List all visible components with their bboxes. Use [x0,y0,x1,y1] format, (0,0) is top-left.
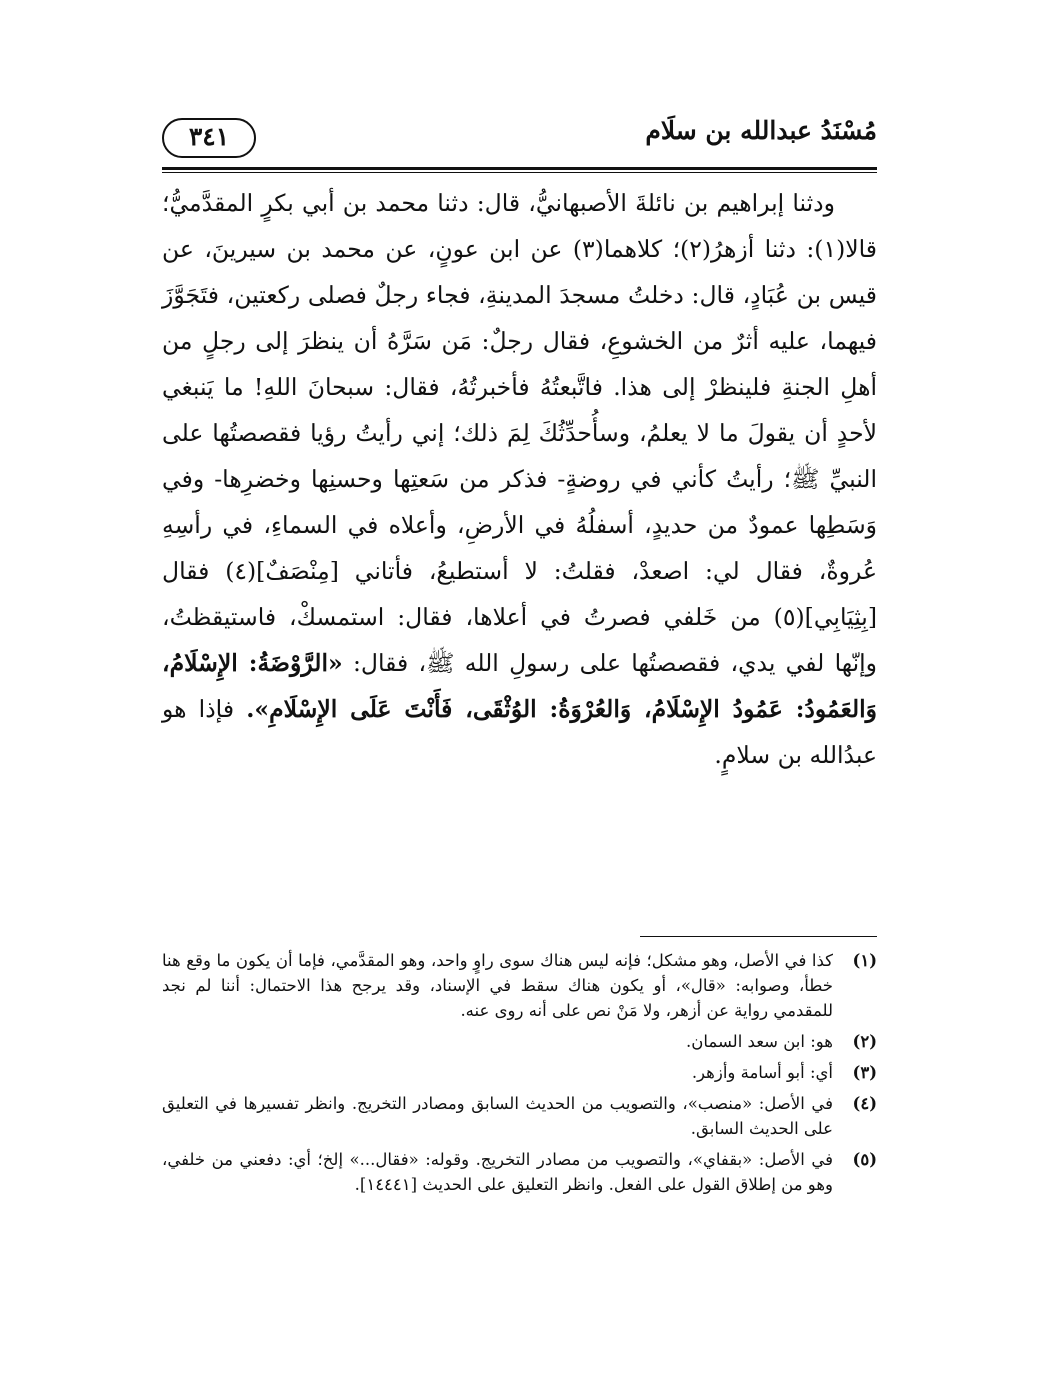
page-number: ٣٤١ [162,118,256,158]
footnote-number: (١) [852,951,877,970]
header-rule [162,167,877,173]
footnote-text: في الأصل: «بقفاي»، والتصويب من مصادر التخريج. وقوله: «فقال...» إلخ؛ أي: دفعني من خلفي، وهو من إطلاق القول على الفعل. وانظر التعليق على الحديث [١٤٤٤١]. [162,1150,833,1194]
footnote-5 [162,1147,877,1197]
footnote-2 [162,1029,877,1054]
page-header [162,108,877,168]
hadith-quote: «الرَّوْضَةُ: الإِسْلَامُ، وَالعَمُودُ: عَمُودُ الإِسْلَامُ، وَالعُرْوَةُ: الوُثْقَى، فَأَنْتَ عَلَى الإِسْلَامِ». [162,649,877,723]
footnote-text: أي: أبو أسامة وأزهر. [691,1063,833,1082]
running-title: مُسْنَدُ عبدالله بن سلَام [645,116,877,145]
footnote-4 [162,1091,877,1141]
footnote-text: كذا في الأصل، وهو مشكل؛ فإنه ليس هناك سوى راوٍ واحد، وهو المقدَّمي، فإما أن يكون ما وقع هنا خطأ، وصوابه: «قال»، أو يكون هناك سقط في الإسناد، وقد يرجح هذا الاحتمال: أننا لم نجد للمقدمي رواية عن أزهر، ولا مَنْ نص على أنه روى عنه. [162,951,833,1020]
footnote-number: (٥) [852,1150,877,1169]
closing-sentence: فإذا هو عبدُالله بن سلامٍ. [162,695,877,769]
footnote-text: في الأصل: «منصب»، والتصويب من الحديث السابق ومصادر التخريج. وانظر تفسيرها في التعليق على الحديث السابق. [162,1094,833,1138]
main-text [162,180,877,778]
footnote-number: (٤) [852,1094,877,1113]
hadith-narration: ودثنا إبراهيم بن نائلةَ الأصبهانيُّ، قال: دثنا محمد بن أبي بكرٍ المقدَّميُّ؛ قالا(١): دثنا أزهرُ(٢)؛ كلاهما(٣) عن ابن عونٍ، عن محمد بن سيرينَ، عن قيس بن عُبَادٍ، قال: دخلتُ مسجدَ المدينةِ، فجاء رجلٌ فصلى ركعتين، فتَجَوَّزَ فيهما، عليه أثرٌ من الخشوعِ، فقال رجلٌ: مَن سَرَّهُ أن ينظرَ إلى رجلٍ من أهلِ الجنةِ فلينظرْ إلى هذا. فاتَّبعتُهُ فأخبرتُهُ، فقال: سبحانَ اللهِ! ما يَنبغي لأحدٍ أن يقولَ ما لا يعلمُ، وسأُحدِّثُكَ لِمَ ذلك؛ إني رأيتُ رؤيا فقصصتُها على النبيِّ ﷺ؛ رأيتُ كأني في روضةٍ- فذكر من سَعتِها وحسنِها وخضرِها- وفي وَسَطِها عمودٌ من حديدٍ، أسفلُهُ في الأرضِ، وأعلاه في السماءِ، في رأسِهِ عُروةٌ، فقال لي: اصعدْ، فقلتُ: لا أستطيعُ، فأتاني [مِنْصَفٌ](٤) فقال [بِثِيَابِي](٥) من خَلفي فصرتُ في أعلاها، فقال: استمسكْ، فاستيقظتُ، وإنّها لفي يدي، فقصصتُها على رسولِ الله ﷺ، فقال: [162,189,878,677]
footnote-3 [162,1060,877,1085]
footnote-separator [640,936,877,937]
footnote-number: (٢) [852,1032,877,1051]
hadith-paragraph [162,180,877,778]
footnote-text: هو: ابن سعد السمان. [686,1032,833,1051]
footnote-1 [162,948,877,1023]
footnotes [162,948,877,1203]
footnote-number: (٣) [852,1063,877,1082]
